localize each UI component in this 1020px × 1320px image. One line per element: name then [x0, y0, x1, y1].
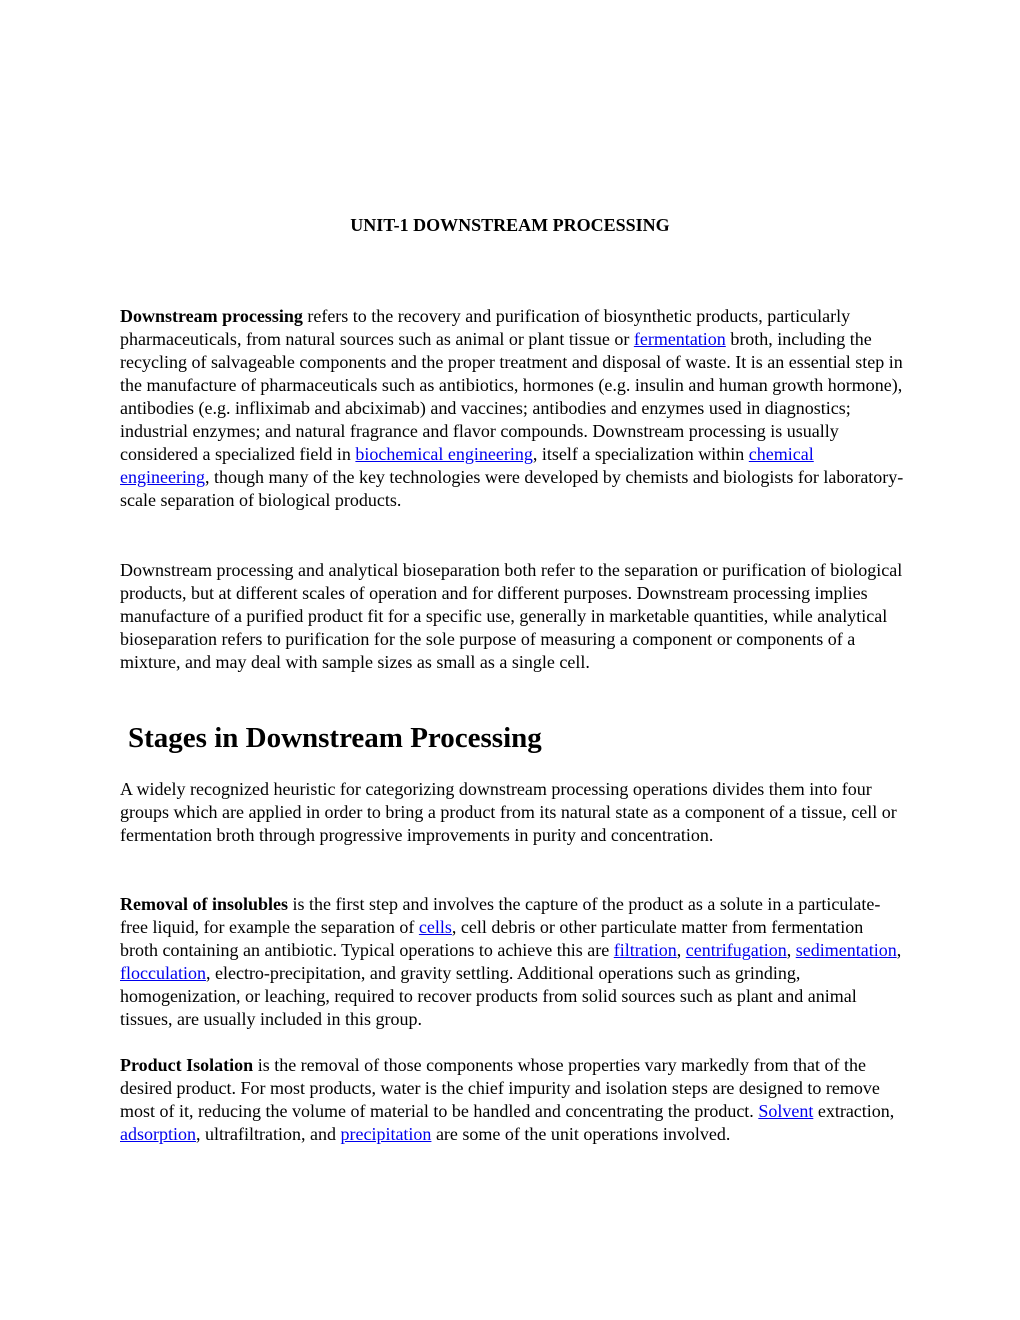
link-centrifugation[interactable]: centrifugation: [685, 940, 787, 960]
separator: ,: [896, 940, 902, 960]
page-title: UNIT-1 DOWNSTREAM PROCESSING: [350, 215, 670, 235]
paragraph-text: , though many of the key technologies were developed by chemists and biologists for laboratory-scale separation of biological products.: [120, 467, 904, 510]
paragraph-text: , electro-precipitation, and gravity settling. Additional operations such as grinding, homogenization, or leaching, required to recover products from solid sources such as plant and animal tissues, are usually included in this group.: [120, 963, 857, 1029]
term-removal-of-insolubles: Removal of insolubles: [120, 894, 289, 914]
separator: ,: [786, 940, 796, 960]
link-adsorption[interactable]: adsorption: [120, 1124, 196, 1144]
link-sedimentation[interactable]: sedimentation: [795, 940, 897, 960]
separator: ,: [676, 940, 686, 960]
link-filtration[interactable]: filtration: [613, 940, 677, 960]
term-product-isolation: Product Isolation: [120, 1055, 254, 1075]
link-flocculation[interactable]: flocculation: [120, 963, 206, 983]
paragraph-product-isolation: [120, 1054, 905, 1146]
link-fermentation[interactable]: fermentation: [633, 329, 726, 349]
paragraph-text: extraction,: [813, 1101, 895, 1121]
paragraph-text: are some of the unit operations involved.: [431, 1124, 731, 1144]
paragraph-text: refers to the recovery and purification of biosynthetic products, particularly pharmaceuticals, from natural sources such as animal or plant tissue or: [120, 306, 851, 349]
paragraph-text: is the removal of those components whose properties vary markedly from that of the desired product. For most products, water is the chief impurity and isolation steps are designed to remove most of it, reducing the volume of material to be handled and concentrating the product.: [120, 1055, 880, 1121]
paragraph-removal-of-insolubles: [120, 893, 905, 1031]
paragraph-text: , itself a specialization within: [532, 444, 749, 464]
paragraph-text: , ultrafiltration, and: [196, 1124, 341, 1144]
link-chemical-engineering[interactable]: chemical engineering: [120, 444, 814, 487]
paragraph-heuristic: A widely recognized heuristic for categorizing downstream processing operations divides them into four groups which are applied in order to bring a product from its natural state as a component of a tissue, cell or fermentation broth through progressive improvements in purity and concentration.: [120, 779, 897, 845]
link-biochemical-engineering[interactable]: biochemical engineering: [355, 444, 533, 464]
paragraph-text: , cell debris or other particulate matter from fermentation broth containing an antibiotic. Typical operations to achieve this are: [120, 917, 864, 960]
section-heading-stages: Stages in Downstream Processing: [128, 722, 542, 754]
term-downstream-processing: Downstream processing: [120, 306, 303, 326]
link-cells[interactable]: cells: [418, 917, 452, 937]
paragraph-downstream-definition: [120, 305, 905, 512]
paragraph-text: is the first step and involves the capture of the product as a solute in a particulate-free liquid, for example the separation of: [120, 894, 881, 937]
link-solvent[interactable]: Solvent: [758, 1101, 814, 1121]
link-precipitation[interactable]: precipitation: [340, 1124, 432, 1144]
paragraph-bioseparation: Downstream processing and analytical bioseparation both refer to the separation or purification of biological products, but at different scales of operation and for different purposes. Downstream processing implies manufacture of a purified product fit for a specific use, generally in marketable quantities, while analytical bioseparation refers to purification for the sole purpose of measuring a component or components of a mixture, and may deal with sample sizes as small as a single cell.: [120, 560, 903, 672]
paragraph-text: broth, including the recycling of salvageable components and the proper treatment and disposal of waste. It is an essential step in the manufacture of pharmaceuticals such as antibiotics, hormones (e.g. insulin and human growth hormone), antibodies (e.g. infliximab and abciximab) and vaccines; antibodies and enzymes used in diagnostics; industrial enzymes; and natural fragrance and flavor compounds. Downstream processing is usually considered a specialized field in: [120, 329, 903, 464]
